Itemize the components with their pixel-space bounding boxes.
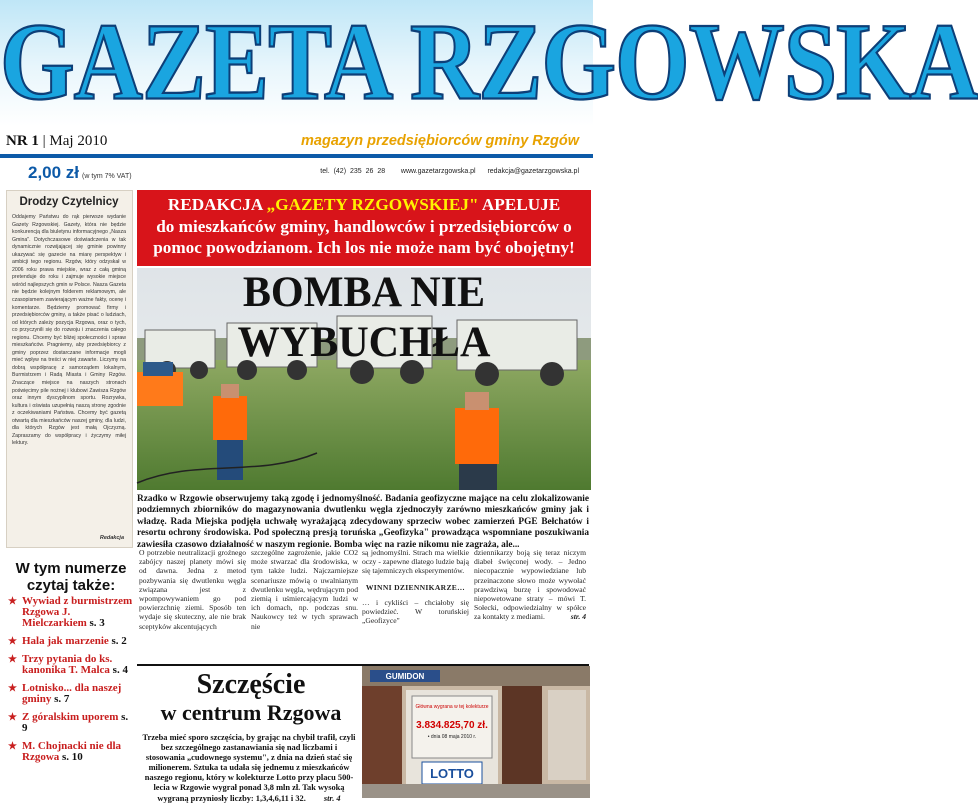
star-icon: ★	[8, 596, 17, 607]
lottery-title-1: Szczęście	[196, 669, 306, 700]
issue-number: NR 1	[6, 133, 39, 149]
page-reference[interactable]: str. 4	[323, 793, 341, 803]
phone: tel. (42) 235 26 28	[320, 168, 386, 175]
toc-heading: W tym numerze czytaj także:	[15, 560, 127, 594]
lottery-text: Trzeba mieć sporo szczęścia, by grając na chybił trafił, czyli bez szczególnego zastanawiania się nad liczbami i stosowania „cudownego systemu", z dnia na dzień stać się milionerem. Sztuka ta udała się jednemu z mieszkańców naszego regionu, który w kolekturze Lotto przy placu 500-lecia w Rzgowie wygrał ponad 3,8 mln zł. Tak wysoką wygraną przyniosły liczby: 1,3,4,6,11 i 32. str. 4	[142, 733, 356, 803]
star-icon: ★	[8, 712, 17, 723]
toc-item[interactable]: ★ Lotnisko... dla naszej gminy s. 7	[8, 682, 122, 705]
appeal-line-1: REDAKCJA „GAZETY RZGOWSKIEJ" APELUJE	[167, 195, 561, 214]
tagline: magazyn przedsiębiorców gminy Rzgów	[301, 133, 579, 149]
editorial-title: Drodzy Czytelnicy	[19, 196, 119, 208]
article-column-2: szczególne zagrożenie, jakie CO2 może stwarzać dla środowiska, w tym także ludzi. Najczarniejsze scenariusze mówią o uwalnianym dwutlenku węgla, wędrującym pod ziemią i uśmiercającym ludzi w ich domach, np. podczas snu. Naukowcy też w tych sprawach nie	[251, 548, 358, 631]
sign-header: Główna wygrana w tej kolekturze	[415, 704, 489, 710]
star-icon: ★	[8, 683, 17, 694]
newspaper-logo: GAZETA RZGOWSKA	[0, 0, 978, 123]
email[interactable]: redakcja@gazetarzgowska.pl	[487, 168, 579, 175]
article-column-3: są jednomyślni. Strach ma wielkie oczy - zapewne dlatego ludzie bają się tajemniczych eksperymentów. WINNI DZIENNIKARZE… … i cykliści – chciałoby się powiedzieć. W toruńskiej „Geofizyce"	[362, 548, 469, 626]
toc-item[interactable]: ★ Trzy pytania do ks. kanonika T. Malca s. 4	[8, 653, 128, 676]
contact-line	[320, 168, 579, 175]
editorial-text: Oddajemy Państwu do rąk pierwsze wydanie Gazety Rzgowskiej. Gazety, która nie będzie konkurencją dla biuletynu informacyjnego „Nasza Gmina". Dotychczasowe doświadczenia w tak dynamicznie rozwijającej się gminie powinny ukazywać się gazecie na miarę perspektyw i ambicji tego regionu. Rzgów, który odzyskał w 2006 roku prawa miejskie, wraz z całą gminą pretenduje do roku i zajmuje wysokie miejsce wśród najlepszych gmin w Polsce. Nasza Gazeta nie będzie kolejnym folderem reklamowym, ale czasopismem zawierającym ważne fakty, ocenę i komentarze. Będziemy promować firmy i przedsiębiorców gminy, a także pisać o ludziach, od których zależy pozycja Rzgowa, oraz o tych, co przyczynili się do rozwoju i znaczenia całego regionu. Chcemy być bliżej społeczności i spraw mieszkańców. Pragniemy, aby przedsiębiorcy z gminy poprzez dostarczane informacje mogli mieć wpływ na treści w niej zawarte. Liczymy na dobrą współpracę z samorządem lokalnym, Burmistrzem i Radą Miasta i Gminy Rzgów. Znaczące miejsce na naszych stronach poświęcimy pile nożnej i klubowi Zawisza Rzgów oraz innym dyscyplinom sportu. Rozrywka, kultura i oświata uzupełnią naszą stronę zgodnie z oczekiwaniami Państwa. Chcemy być gazetą otwartą dla mieszkańców naszej gminy, dla ludzi, dla których Rzgów jest małą Ojczyzną. Zapraszamy do współpracy i życzymy miłej lektury.	[12, 214, 126, 447]
issue-info	[6, 133, 107, 150]
lotto-logo: LOTTO	[430, 766, 474, 781]
editorial-signature: Redakcja	[99, 535, 124, 541]
table-of-contents	[8, 596, 134, 770]
star-icon: ★	[8, 636, 17, 647]
sign-date: • dnia 08 maja 2010 r.	[427, 734, 477, 740]
lede-paragraph: Rzadko w Rzgowie obserwujemy taką zgodę i jednomyślność. Badania geofizyczne mające na celu zlokalizowanie podziemnych zbiorników do magazynowania dwutlenku węgla zjednoczyły zarówno mieszkańców gminy jak i władzę. Rada Miejska podjęła uchwałę wyrażającą zdecydowany sprzeciw wobec zamierzeń PGE Bełchatów i resortu ochrony środowiska. Pod społeczną presją toruńska „Geofizyka" prowadząca wspomniane poszukiwania zawiesiła czasowo działalność w naszym regionie. Bomba więc na razie nikomu nie zagraża, ale...	[137, 494, 589, 550]
shop-sign: GUMIDON	[385, 672, 425, 681]
toc-item[interactable]: ★ Z góralskim uporem s. 9	[8, 711, 129, 734]
toc-item[interactable]: ★ M. Chojnacki nie dla Rzgowa s. 10	[8, 740, 122, 763]
lottery-photo	[362, 666, 590, 798]
price-note: (w tym 7% VAT)	[82, 173, 132, 180]
lottery-title-2: w centrum Rzgowa	[160, 700, 342, 725]
masthead-rule	[0, 154, 593, 158]
star-icon: ★	[8, 741, 17, 752]
shopfront-illustration	[362, 666, 590, 798]
website[interactable]: www.gazetarzgowska.pl	[400, 168, 476, 175]
page-reference[interactable]: str. 4	[570, 612, 586, 622]
price	[28, 163, 132, 183]
price-value: 2,00 zł	[28, 163, 80, 182]
article-column-1: O potrzebie neutralizacji groźnego zabójcy naszej planety mówi się od dawna. Jedna z metod pozbywania się dwutlenku węgla związana jest z wpompowywaniem go pod powierzchnię ziemi. Sposób ten wydaje się skuteczny, ale nie brak sceptyków akcentujących	[139, 548, 246, 631]
star-icon: ★	[8, 654, 17, 665]
article-column-4: dziennikarzy boją się teraz niczym diabeł święconej wody. – Jedno niecopacznie wypowiedziane lub przeinaczone słowo może wywołać prawdziwą burzę i spowodować niepowetowane straty – mówi T. Sołecki, odpowiedzialny w spółce za kontakty z mediami. str. 4	[474, 548, 586, 622]
main-headline: BOMBA NIE WYBUCHŁA	[237, 269, 491, 366]
issue-date: | Maj 2010	[42, 133, 108, 149]
toc-item[interactable]: ★ Wywiad z burmistrzem Rzgowa J. Mielczarkiem s. 3	[8, 595, 133, 629]
sign-amount: 3.834.825,70 zł.	[416, 720, 488, 731]
subheading: WINNI DZIENNIKARZE…	[365, 582, 466, 592]
appeal-highlight: „GAZETY RZGOWSKIEJ"	[266, 195, 479, 214]
toc-item[interactable]: ★ Hala jak marzenie s. 2	[8, 635, 127, 647]
appeal-line-2: do mieszkańców gminy, handlowców i przedsiębiorców o pomoc powodzianom. Ich los nie może nam być obojętny!	[153, 217, 575, 257]
